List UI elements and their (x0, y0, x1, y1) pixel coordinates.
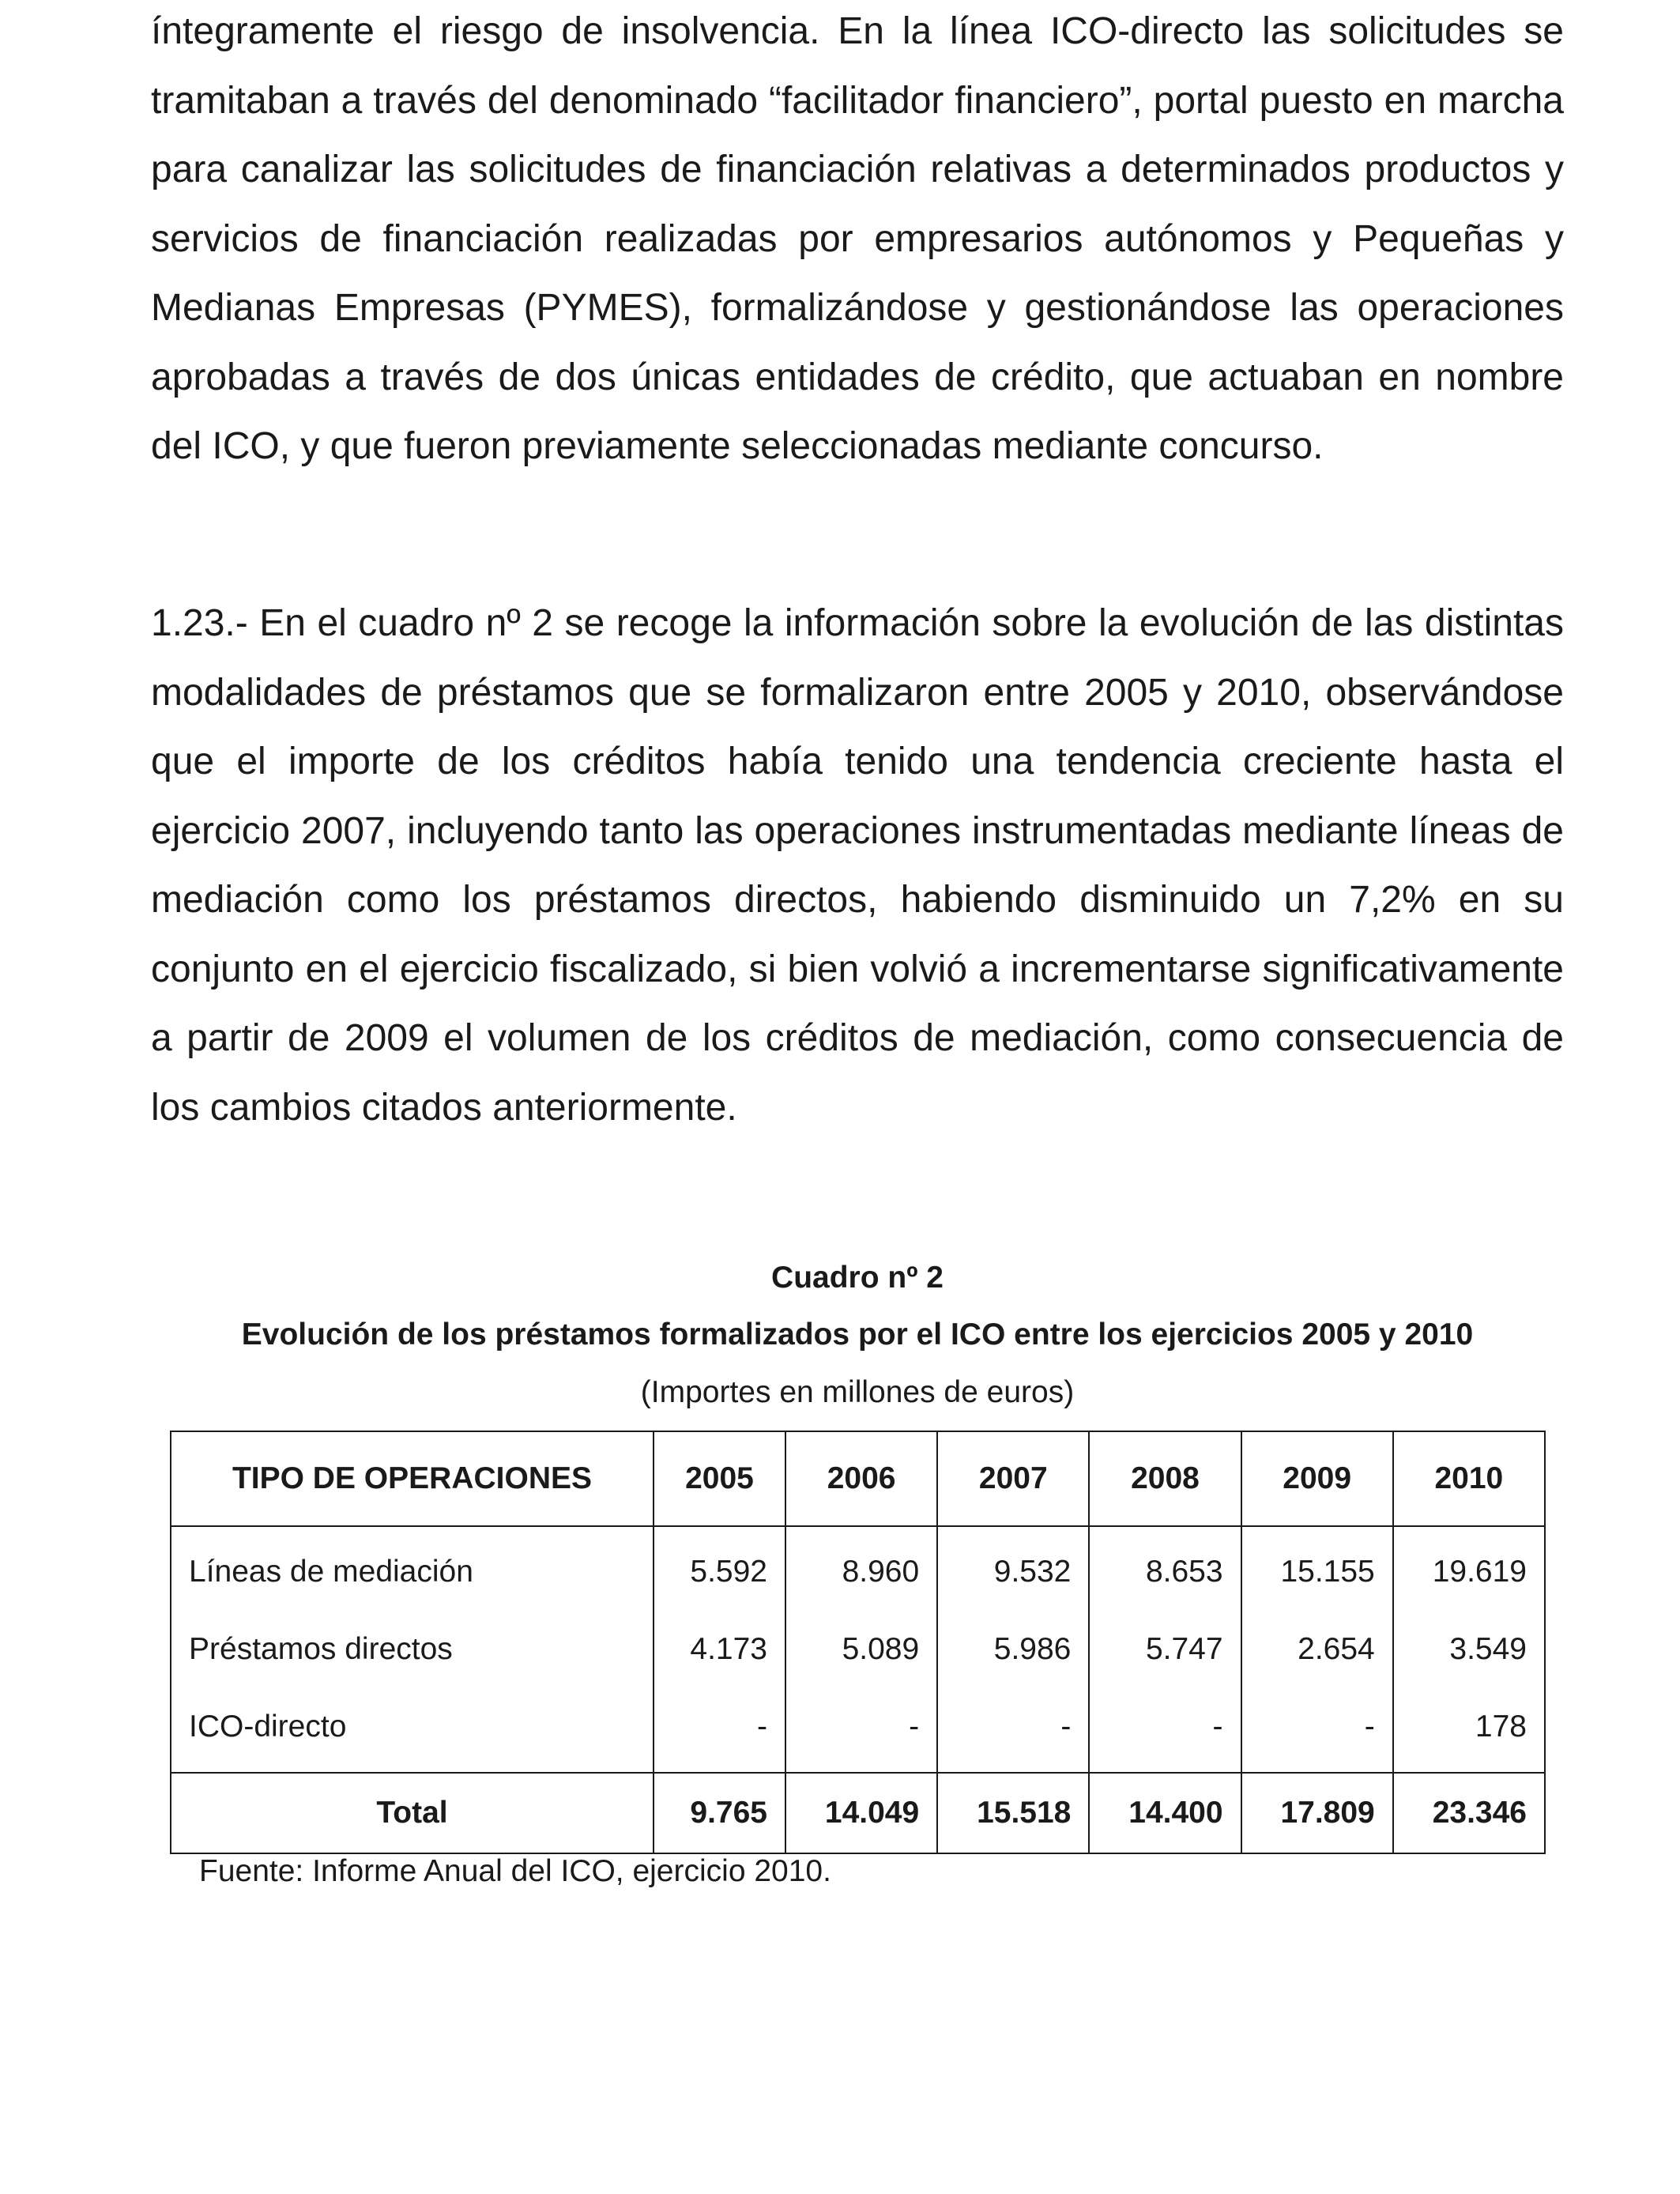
row-label: ICO-directo (171, 1688, 654, 1773)
paragraph-insolvency: íntegramente el riesgo de insolvencia. En la línea ICO-directo las solicitudes se tramitaban a través del denominado “facilitador financiero”, portal puesto en marcha para canalizar las solicitudes de financiación relativas a determinados productos y servicios de financiación realizadas por empresarios autónomos y Pequeñas y Medianas Empresas (PYMES), formalizándose y gestionándose las operaciones aprobadas a través de dos únicas entidades de crédito, que actuaban en nombre del ICO, y que fueron previamente seleccionadas mediante concurso. (151, 10, 1564, 467)
row-label: Préstamos directos (171, 1611, 654, 1688)
header-year-2008: 2008 (1089, 1431, 1241, 1526)
header-year-2007: 2007 (937, 1431, 1089, 1526)
header-year-2010: 2010 (1393, 1431, 1545, 1526)
total-value: 23.346 (1393, 1773, 1545, 1853)
cell-value: 2.654 (1241, 1611, 1393, 1688)
loans-table (170, 1431, 1546, 1854)
total-value: 15.518 (937, 1773, 1089, 1853)
header-year-2009: 2009 (1241, 1431, 1393, 1526)
cell-value: 15.155 (1241, 1526, 1393, 1611)
row-label: Líneas de mediación (171, 1526, 654, 1611)
total-value: 9.765 (654, 1773, 785, 1853)
header-operation-type: TIPO DE OPERACIONES (171, 1431, 654, 1526)
total-value: 14.049 (785, 1773, 937, 1853)
cell-value: 19.619 (1393, 1526, 1545, 1611)
table-source-note: Fuente: Informe Anual del ICO, ejercicio 2010. (199, 1854, 831, 1888)
header-year-2005: 2005 (654, 1431, 785, 1526)
cell-value: 9.532 (937, 1526, 1089, 1611)
total-value: 14.400 (1089, 1773, 1241, 1853)
table-total-row (171, 1773, 1545, 1853)
table-row (171, 1526, 1545, 1611)
cell-value: 4.173 (654, 1611, 785, 1688)
cell-value: 178 (1393, 1688, 1545, 1773)
table-units-note: (Importes en millones de euros) (640, 1375, 1075, 1409)
table-subtitle: Evolución de los préstamos formalizados por el ICO entre los ejercicios 2005 y 2010 (241, 1318, 1474, 1351)
cell-value: 8.653 (1089, 1526, 1241, 1611)
cell-value: 8.960 (785, 1526, 937, 1611)
cell-value: - (1241, 1688, 1393, 1773)
cell-value: 5.986 (937, 1611, 1089, 1688)
total-label: Total (171, 1773, 654, 1853)
table-row (171, 1688, 1545, 1773)
header-year-2006: 2006 (785, 1431, 937, 1526)
cell-value: - (1089, 1688, 1241, 1773)
cell-value: 5.747 (1089, 1611, 1241, 1688)
cell-value: - (937, 1688, 1089, 1773)
cell-value: 3.549 (1393, 1611, 1545, 1688)
paragraph-1-23: 1.23.- En el cuadro nº 2 se recoge la información sobre la evolución de las distintas modalidades de préstamos que se formalizaron entre 2005 y 2010, observándose que el importe de los créditos había tenido una tendencia creciente hasta el ejercicio 2007, incluyendo tanto las operaciones instrumentadas mediante líneas de mediación como los préstamos directos, habiendo disminuido un 7,2% en su conjunto en el ejercicio fiscalizado, si bien volvió a incrementarse significativamente a partir de 2009 el volumen de los créditos de mediación, como consecuencia de los cambios citados anteriormente. (151, 602, 1564, 1129)
cell-value: - (785, 1688, 937, 1773)
cell-value: 5.592 (654, 1526, 785, 1611)
total-value: 17.809 (1241, 1773, 1393, 1853)
table-header-row (171, 1431, 1545, 1526)
cell-value: - (654, 1688, 785, 1773)
table-row (171, 1611, 1545, 1688)
table-number-title: Cuadro nº 2 (771, 1261, 944, 1295)
cell-value: 5.089 (785, 1611, 937, 1688)
